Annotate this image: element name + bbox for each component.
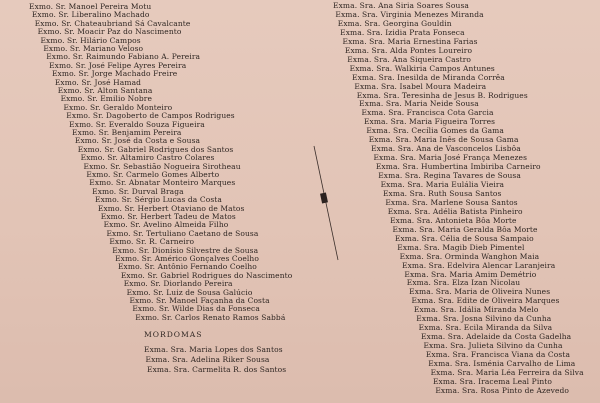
honoree-name: Exmo. Sr. Wilde Dias da Fonseca [132,304,260,314]
honoree-name: Exma. Sra. Julieta Silvino da Cunha [423,341,563,351]
honoree-name: Exma. Sra. Ana de Vasconcelos Lisbôa [371,144,521,154]
honoree-name: Exmo. Sr. Moacir Paz do Nascimento [37,27,182,37]
honoree-name: Exmo. Sr. Hilário Campos [40,35,141,45]
honoree-name: Exma. Sra. Alda Pontes Loureiro [344,45,473,55]
honoree-name: Exma. Sra. Orminda Wanghon Maia [399,251,540,261]
honoree-name: Exmo. Sr. José Felipe Ayres Pereira [49,60,187,70]
divider-marker [320,192,328,203]
honoree-name: Exmo. Sr. Tertuliano Caetano de Sousa [106,228,259,238]
honoree-name: Exmo. Sr. Manoel Pereira Motu [29,2,152,11]
honoree-name: Exma. Sra. Ecila Miranda da Silva [418,323,553,333]
honoree-name: Exma. Sra. Maria Neide Sousa [359,99,479,109]
honoree-name: Exmo. Sr. Carmelo Gomes Alberto [86,170,220,179]
honoree-name: Exma. Sra. Ruth Sousa Santos [382,188,502,198]
mordoma-name: Exma. Sra. Carmelita R. dos Santos [147,364,287,374]
honoree-name: Exmo. Sr. Diorlando Pereira [123,279,233,289]
honoree-name: Exma. Sra. Isménia Carvalho de Lima [428,359,576,368]
honoree-name: Exmo. Sr. Dagoberto de Campos Rodrigues [66,111,235,121]
honoree-name: Exma. Sra. Edite de Oliveira Marques [411,296,560,306]
honoree-name: Exma. Sra. Inesilda de Miranda Corrêa [352,72,505,82]
honoree-name: Exma. Sra. Ana Siria Soares Sousa [333,1,469,10]
honoree-name: Exma. Sra. Maria Eulália Vieira [380,180,505,189]
honoree-name: Exmo. Sr. R. Carneiro [109,237,195,247]
honoree-name: Exma. Sra. Ana Siqueira Castro [347,54,472,64]
honoree-name: Exmo. Sr. Sebastião Nogueira Sirotheau [83,161,241,171]
honoree-name: Exmo. Sr. Geraldo Monteiro [63,102,173,112]
honoree-name: Exmo. Sr. Manoel Façanha da Costa [129,296,270,305]
honoree-name: Exmo. Sr. Liberalino Machado [31,10,150,20]
honoree-name: Exmo. Sr. Benjamim Pereira [72,128,182,137]
honoree-name: Exmo. Sr. Durval Braga [92,186,184,196]
honoree-name: Exma. Sra. Francisca Viana da Costa [425,350,571,360]
honoree-name: Exmo. Sr. Altamiro Castro Colares [80,153,215,163]
honoree-name: Exma. Sra. Virginia Menezes Miranda [335,9,484,19]
honoree-name: Exma. Sra. Teresinha de Jesus B. Rodrigues [356,90,528,100]
honoree-name: Exma. Sra. Maria Figueira Torres [363,117,496,127]
mordoma-name: Exma. Sra. Maria Lopes dos Santos [144,345,283,354]
honoree-name: Exma. Sra. Humbertina Imbiriba Carneiro [375,162,541,172]
honoree-name: Exma. Sra. Adélia Batista Pinheiro [387,206,523,216]
honoree-name: Exma. Sra. Maria de Oliveira Nunes [409,287,551,297]
honoree-name: Exmo. Sr. Herbert Tadeu de Matos [100,212,236,221]
honoree-name: Exmo. Sr. Américo Gonçalves Coelho [115,254,259,263]
honoree-name: Exma. Sra. Isabel Moura Madeira [354,81,487,91]
honoree-name: Exmo. Sr. Herbert Otaviano de Matos [97,203,245,213]
honoree-name: Exmo. Sr. Mariano Veloso [43,44,144,53]
honoree-name: Exma. Sra. Magib Dieb Pimentel [397,242,525,252]
honoree-name: Exma. Sra. Walkiria Campos Antunes [349,63,495,73]
honoree-name: Exmo. Sr. Avelino Almeida Filho [103,220,229,230]
honoree-name: Exmo. Sr. Everaldo Souza Figueira [69,119,205,129]
honoree-name: Exma. Sra. Idália Miranda Melo [413,305,539,315]
honoree-name: Exma. Sra. Francisca Cota Garcia [361,108,494,118]
honoree-name: Exma. Sra. Maria Amim Demétrio [404,269,537,279]
honoree-name: Exmo. Sr. José da Costa e Sousa [74,136,201,146]
honoree-name: Exma. Sra. Iracema Leal Pinto [432,376,552,386]
honoree-name: Exma. Sra. Maria Geralda Bôa Morte [392,224,538,234]
honoree-name: Exmo. Sr. Sérgio Lucas da Costa [95,195,222,205]
mordomas-heading: MORDOMAS [144,330,203,339]
mordoma-name: Exma. Sra. Adelina Riker Sousa [145,354,270,364]
honoree-name: Exma. Sra. Célia de Sousa Sampaio [394,233,534,243]
honoree-name: Exma. Sra. Maria José França Menezes [373,153,528,163]
divider-line [314,146,338,260]
honoree-name: Exma. Sra. Georgina Gouldin [337,18,452,28]
honoree-name: Exma. Sra. Cecília Gomes da Gama [366,126,504,136]
honoree-name: Exmo. Sr. Chateaubriand Sá Cavalcante [34,18,191,28]
honoree-name: Exmo. Sr. Alton Santana [57,86,153,95]
honoree-name: Exmo. Sr. Emilio Nobre [60,94,152,104]
honoree-name: Exma. Sra. Marlene Sousa Santos [385,197,518,207]
honoree-name: Exma. Sra. Maria Inês de Sousa Gama [368,135,519,145]
honoree-name: Exmo. Sr. José Hamad [54,77,142,87]
honoree-name: Exma. Sra. Elza Izan Nicolau [406,278,521,288]
honoree-name: Exma. Sra. Josna Silvino da Cunha [416,314,552,324]
honoree-name: Exmo. Sr. Antônio Fernando Coelho [117,262,257,272]
honoree-name: Exmo. Sr. Jorge Machado Freire [51,69,178,79]
honoree-name: Exma. Sra. Edelvira Alencar Laranjeira [402,260,556,270]
honoree-name: Exma. Sra. Rosa Pinto de Azevedo [435,385,570,395]
honoree-name: Exmo. Sr. Raimundo Fabiano A. Pereira [46,52,201,62]
honoree-name: Exma. Sra. Izidia Prata Fonseca [340,27,465,37]
honoree-name: Exma. Sra. Maria Léa Ferreira da Silva [430,367,584,377]
honoree-name: Exma. Sra. Maria Ernestina Farias [342,36,478,46]
honoree-name: Exmo. Sr. Gabriel Rodrigues dos Santos [77,144,234,154]
honoree-name: Exmo. Sr. Gabriel Rodrigues do Nascimento [120,270,293,280]
honoree-name: Exmo. Sr. Luiz de Sousa Galúcio [126,287,253,297]
honoree-name: Exmo. Sr. Dionísio Silvestre de Sousa [112,245,259,255]
honoree-name: Exma. Sra. Antonieta Bôa Morte [390,215,517,225]
honoree-name: Exma. Sra. Adelaide da Costa Gadelha [421,332,572,342]
honoree-name: Exma. Sra. Regina Tavares de Sousa [378,171,521,181]
honoree-name: Exmo. Sr. Carlos Renato Ramos Sabbá [135,312,286,322]
honoree-name: Exmo. Sr. Abnatar Monteiro Marques [89,178,236,188]
